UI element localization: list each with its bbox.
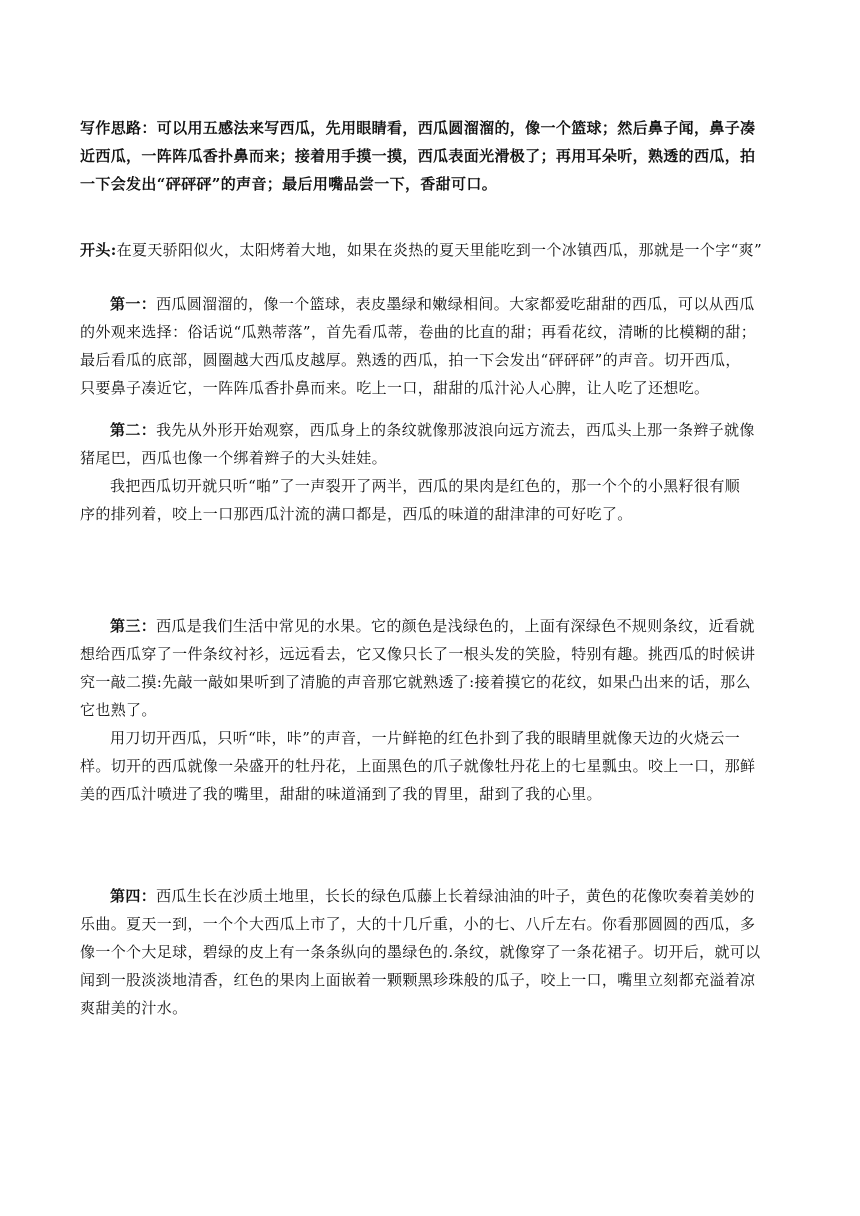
second-text: 我先从外形开始观察，西瓜身上的条纹就像那波浪向远方流去，西瓜头上那一条辫子就像 bbox=[156, 421, 755, 439]
text-line: 只要鼻子凑近它，一阵阵瓜香扑鼻而来。吃上一口，甜甜的瓜汁沁人心脾，让人吃了还想吃。 bbox=[80, 379, 710, 397]
third-label: 第三： bbox=[110, 617, 157, 635]
first-text: 西瓜圆溜溜的，像一个篮球，表皮墨绿和嫩绿相间。大家都爱吃甜甜的西瓜，可以从西瓜 bbox=[156, 295, 755, 313]
writing-ideas-paragraph bbox=[80, 114, 790, 198]
text-line: 的外观来选择：俗话说“瓜熟蒂落”，首先看瓜蒂，卷曲的比直的甜；再看花纹，清晰的比模糊的甜； bbox=[80, 323, 757, 341]
text-line: 猪尾巴，西瓜也像一个绑着辫子的大头娃娃。 bbox=[80, 449, 388, 467]
text-line bbox=[80, 416, 790, 444]
fourth-text: 西瓜生长在沙质土地里，长长的绿色瓜藤上长着绿油油的叶子，黄色的花像吹奏着美妙的 bbox=[156, 887, 755, 905]
text-line: 乐曲。夏天一到，一个个大西瓜上市了，大的十几斤重，小的七、八斤左右。你看那圆圆的西瓜，多 bbox=[80, 915, 756, 933]
text-line: 爽甜美的汁水。 bbox=[80, 999, 188, 1017]
fourth-section bbox=[80, 882, 790, 1022]
text-line: 美的西瓜汁喷进了我的嘴里，甜甜的味道涌到了我的胃里，甜到了我的心里。 bbox=[80, 785, 602, 803]
text-line: 近西瓜，一阵阵瓜香扑鼻而来；接着用手摸一摸，西瓜表面光滑极了；再用耳朵听，熟透的西瓜，拍 bbox=[80, 147, 756, 165]
third-section bbox=[80, 612, 790, 808]
text-line: 像一个个大足球，碧绿的皮上有一条条纵向的墨绿色的.条纹，就像穿了一条花裙子。切开后，就可以 bbox=[80, 943, 761, 961]
first-label: 第一： bbox=[110, 295, 157, 313]
text-line: 一下会发出“砰砰砰”的声音；最后用嘴品尝一下，香甜可口。 bbox=[80, 175, 498, 193]
first-section bbox=[80, 290, 790, 402]
text-line: 最后看瓜的底部，圆圈越大西瓜皮越厚。熟透的西瓜，拍一下会发出“砰砰砰”的声音。切开西瓜， bbox=[80, 351, 741, 369]
second-section bbox=[80, 416, 790, 528]
third-text: 西瓜是我们生活中常见的水果。它的颜色是浅绿色的，上面有深绿色不规则条纹，近看就 bbox=[156, 617, 755, 635]
text-line: 它也熟了。 bbox=[80, 701, 157, 719]
fourth-label: 第四： bbox=[110, 887, 157, 905]
text-line: 样。切开的西瓜就像一朵盛开的牡丹花，上面黑色的爪子就像牡丹花上的七星瓢虫。咬上一口，那鲜 bbox=[80, 757, 756, 775]
text-line: 闻到一股淡淡地清香，红色的果肉上面嵌着一颗颗黑珍珠般的瓜子，咬上一口，嘴里立刻都充溢着凉 bbox=[80, 971, 756, 989]
opening-text: 在夏天骄阳似火，太阳烤着大地，如果在炎热的夏天里能吃到一个冰镇西瓜，那就是一个字“爽” bbox=[116, 241, 762, 259]
text-line bbox=[80, 236, 790, 264]
text-line: 想给西瓜穿了一件条纹衬衫，远远看去，它又像只长了一根头发的笑脸，特别有趣。挑西瓜的时候讲 bbox=[80, 645, 756, 663]
text-line: 究一敲二摸:先敲一敲如果听到了清脆的声音那它就熟透了:接着摸它的花纹，如果凸出来的话，那么 bbox=[80, 673, 751, 691]
text-line: 序的排列着，咬上一口那西瓜汁流的满口都是，西瓜的味道的甜津津的可好吃了。 bbox=[80, 505, 633, 523]
opening-paragraph bbox=[80, 236, 790, 264]
second-label: 第二： bbox=[110, 421, 157, 439]
opening-label: 开头: bbox=[80, 241, 117, 259]
text-line bbox=[80, 882, 790, 910]
text-line: 用刀切开西瓜，只听“咔，咔”的声音，一片鲜艳的红色扑到了我的眼睛里就像天边的火烧云一 bbox=[110, 729, 741, 747]
text-line: 我把西瓜切开就只听“啪”了一声裂开了两半，西瓜的果肉是红色的，那一个个的小黑籽很有顺 bbox=[110, 477, 741, 495]
text-line bbox=[80, 612, 790, 640]
text-line: 写作思路：可以用五感法来写西瓜，先用眼睛看，西瓜圆溜溜的，像一个篮球；然后鼻子闻，鼻子凑 bbox=[80, 119, 756, 137]
text-line bbox=[80, 290, 790, 318]
